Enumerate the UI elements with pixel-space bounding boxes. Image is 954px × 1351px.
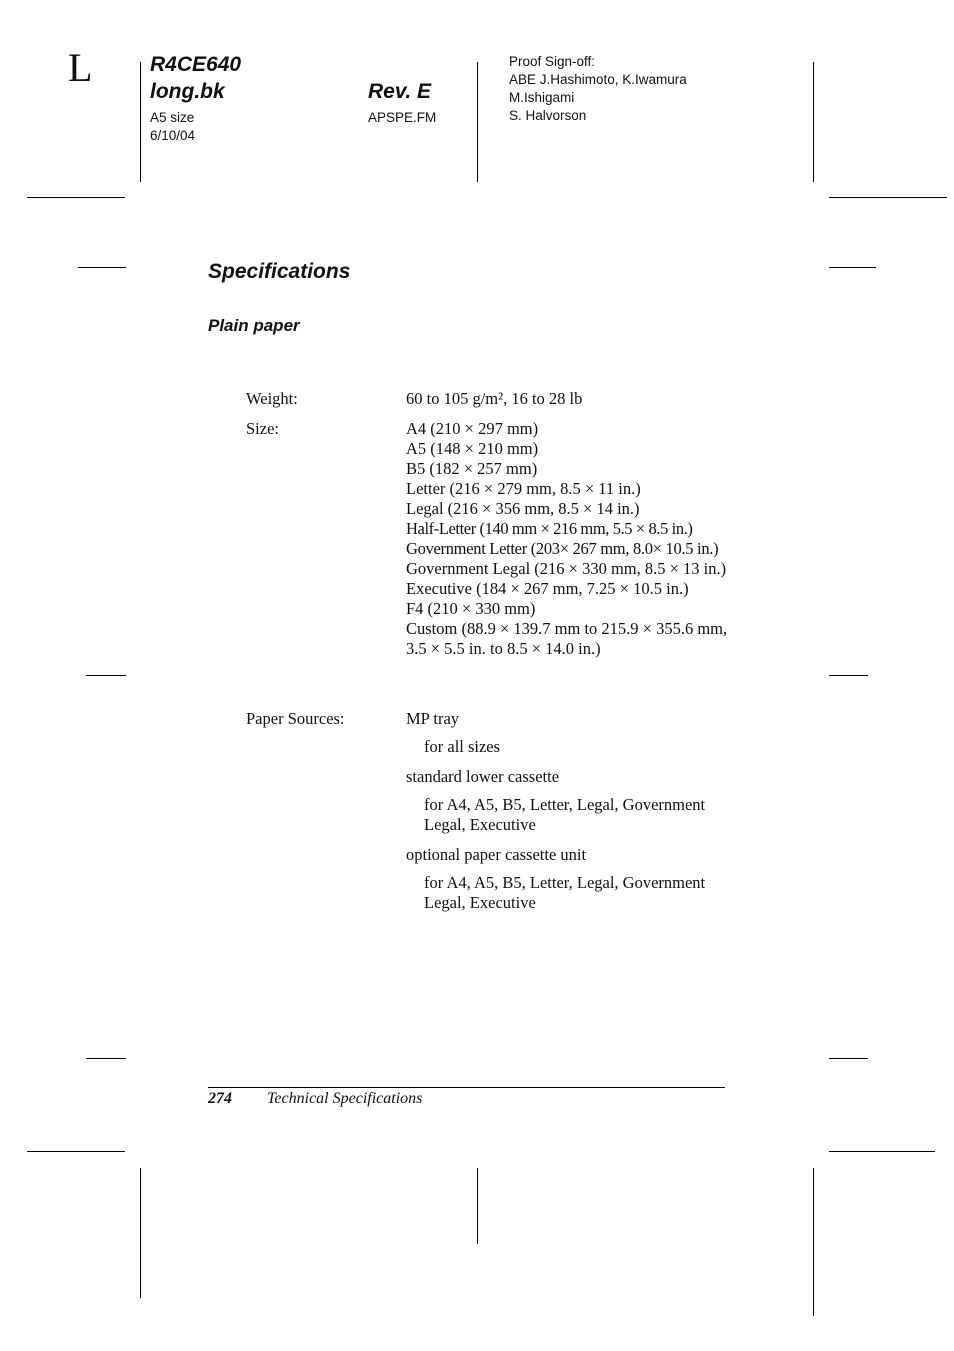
crop-mark bbox=[140, 1168, 141, 1298]
date: 6/10/04 bbox=[150, 128, 196, 143]
crop-mark bbox=[813, 62, 814, 182]
crop-mark bbox=[140, 62, 141, 182]
size-item: Legal (216 × 356 mm, 8.5 × 14 in.) bbox=[406, 499, 640, 518]
source-detail: for A4, A5, B5, Letter, Legal, Government Legal, Executive bbox=[424, 795, 706, 834]
crop-mark bbox=[829, 1151, 935, 1152]
proof-line: ABE J.Hashimoto, K.Iwamura bbox=[509, 72, 687, 87]
crop-mark bbox=[813, 1168, 814, 1316]
size-item: A5 (148 × 210 mm) bbox=[406, 439, 539, 458]
source-name: optional paper cassette unit bbox=[406, 845, 587, 864]
crop-mark bbox=[86, 675, 126, 676]
crop-mark bbox=[477, 1168, 478, 1244]
size-item: Half-Letter (140 mm × 216 mm, 5.5 × 8.5 in.) bbox=[406, 519, 693, 538]
crop-mark bbox=[829, 1058, 868, 1059]
crop-mark bbox=[477, 62, 478, 182]
size-label: Size: bbox=[246, 419, 279, 438]
section-subtitle: Plain paper bbox=[208, 316, 300, 335]
fm-file: APSPE.FM bbox=[368, 110, 437, 125]
size-item: A4 (210 × 297 mm) bbox=[406, 419, 539, 438]
source-detail: for all sizes bbox=[424, 737, 501, 756]
source-name: standard lower cassette bbox=[406, 767, 560, 786]
footer-rule bbox=[208, 1087, 725, 1088]
crop-mark bbox=[27, 197, 125, 198]
paper-size: A5 size bbox=[150, 110, 195, 125]
crop-mark bbox=[829, 267, 876, 268]
size-item: Executive (184 × 267 mm, 7.25 × 10.5 in.) bbox=[406, 579, 689, 598]
crop-mark bbox=[86, 1058, 126, 1059]
size-item: B5 (182 × 257 mm) bbox=[406, 459, 538, 478]
size-list bbox=[406, 419, 728, 659]
crop-mark bbox=[27, 1151, 125, 1152]
revision: Rev. E bbox=[368, 80, 432, 103]
size-item: F4 (210 × 330 mm) bbox=[406, 599, 536, 618]
size-item: Custom (88.9 × 139.7 mm to 215.9 × 355.6 mm, 3.5 × 5.5 in. to 8.5 × 14.0 in.) bbox=[406, 619, 728, 658]
weight-value: 60 to 105 g/m², 16 to 28 lb bbox=[406, 389, 583, 408]
source-detail: for A4, A5, B5, Letter, Legal, Government Legal, Executive bbox=[424, 873, 706, 912]
crop-mark bbox=[829, 675, 868, 676]
page-number: 274 bbox=[208, 1090, 232, 1107]
sources-label: Paper Sources: bbox=[246, 709, 345, 728]
page-side-mark: L bbox=[68, 45, 93, 90]
proof-line: S. Halvorson bbox=[509, 108, 587, 123]
source-name: MP tray bbox=[406, 709, 460, 728]
chapter-title: Technical Specifications bbox=[267, 1090, 423, 1107]
size-item: Government Legal (216 × 330 mm, 8.5 × 13 in.) bbox=[406, 559, 727, 578]
proof-signoff bbox=[509, 53, 687, 125]
doc-file: long.bk bbox=[150, 80, 225, 103]
crop-mark bbox=[78, 267, 126, 268]
proof-line: M.Ishigami bbox=[509, 90, 575, 105]
weight-label: Weight: bbox=[246, 389, 298, 408]
doc-code: R4CE640 bbox=[150, 53, 242, 76]
size-item: Letter (216 × 279 mm, 8.5 × 11 in.) bbox=[406, 479, 641, 498]
proof-title: Proof Sign-off: bbox=[509, 54, 596, 69]
size-item: Government Letter (203× 267 mm, 8.0× 10.5 in.) bbox=[406, 539, 719, 558]
crop-mark bbox=[829, 197, 947, 198]
section-title: Specifications bbox=[208, 260, 351, 283]
